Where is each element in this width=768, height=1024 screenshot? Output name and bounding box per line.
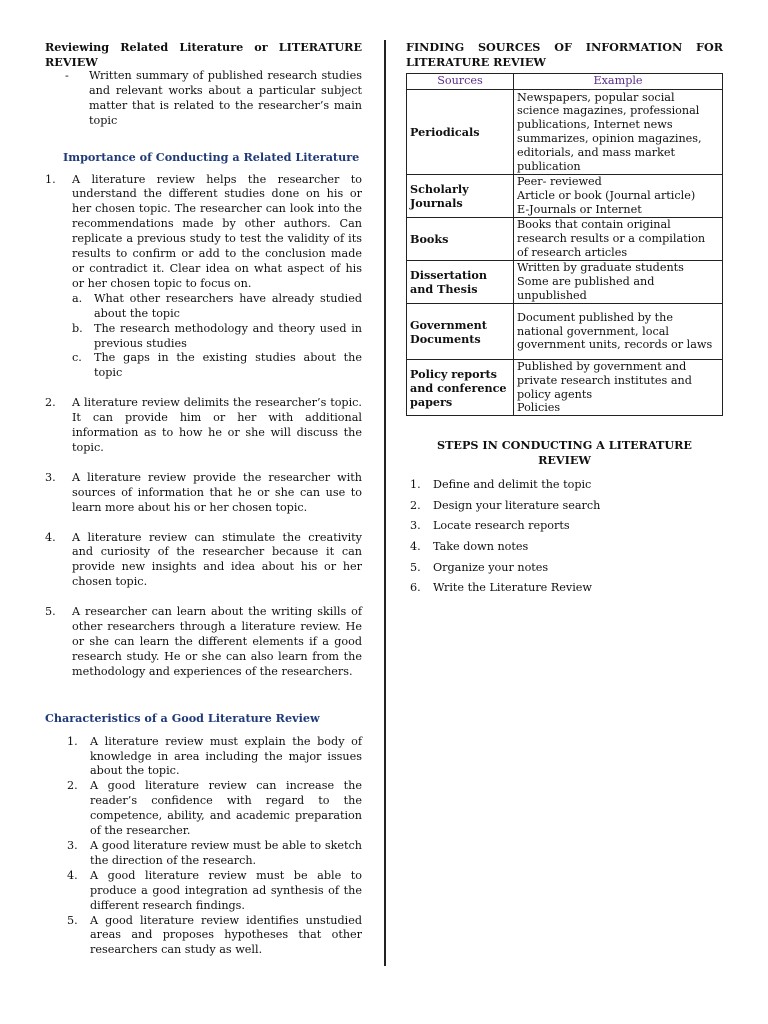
list-number: 1. xyxy=(45,172,56,186)
example-cell xyxy=(514,261,723,304)
example-line: Published by government and private research institutes and policy agents xyxy=(517,360,692,401)
table-row xyxy=(407,360,723,416)
rrl-heading: Reviewing Related Literature or LITERATURE REVIEW xyxy=(45,40,362,69)
sub-item-text: The gaps in the existing studies about the topic xyxy=(94,351,362,380)
source-cell: Government Documents xyxy=(407,304,514,360)
sub-item xyxy=(72,292,362,322)
list-number: 4. xyxy=(67,868,78,882)
example-line: Policies xyxy=(517,401,561,415)
list-item-text: A good literature review must be able to produce a good integration ad synthesis of the different research findings. xyxy=(90,868,362,912)
list-number: 1. xyxy=(410,478,421,492)
list-item xyxy=(45,779,362,839)
list-item-text: Design your literature search xyxy=(433,498,601,512)
column-divider xyxy=(384,40,386,966)
list-number: 5. xyxy=(67,913,78,927)
list-item xyxy=(406,519,723,534)
rrl-definition-text: Written summary of published research studies and relevant works about a particular subject matter that is related to the researcher’s main topic xyxy=(89,69,362,127)
list-item-text: A literature review delimits the researcher’s topic. It can provide him or her with additional information as to how he or she will discuss the topic. xyxy=(72,396,362,454)
list-item-text: A literature review must explain the body of knowledge in area including the major issues about the topic. xyxy=(90,734,362,778)
list-number: 4. xyxy=(45,530,56,544)
example-line: E-Journals or Internet xyxy=(517,202,642,216)
list-item xyxy=(45,914,362,959)
list-item xyxy=(406,540,723,555)
list-number: 5. xyxy=(410,560,421,574)
example-line: Peer- reviewed xyxy=(517,175,602,189)
list-item-text: A good literature review must be able to sketch the direction of the research. xyxy=(90,838,362,867)
characteristics-list xyxy=(45,735,362,959)
list-item xyxy=(406,581,723,596)
table-row xyxy=(407,175,723,218)
dash-marker: - xyxy=(65,69,69,82)
example-cell xyxy=(514,360,723,416)
sub-marker: b. xyxy=(72,321,83,335)
list-item xyxy=(45,173,362,382)
example-cell: Document published by the national government, local government units, records or laws xyxy=(514,304,723,360)
source-cell: Policy reports and conference papers xyxy=(407,360,514,416)
list-number: 1. xyxy=(67,734,78,748)
list-item xyxy=(45,839,362,869)
list-item-text: Take down notes xyxy=(433,539,529,553)
table-row xyxy=(407,90,723,175)
list-item xyxy=(45,735,362,780)
right-column xyxy=(406,40,723,602)
list-item xyxy=(45,396,362,456)
list-item-text: A literature review can stimulate the creativity and curiosity of the researcher because it can provide new insights and idea about his or her chosen topic. xyxy=(72,530,362,589)
sub-item-text: What other researchers have already studied about the topic xyxy=(94,291,362,320)
sub-marker: a. xyxy=(72,291,83,305)
list-item-text: A researcher can learn about the writing skills of other researchers through a literature review. He or she can learn the different elements if a good research study. He or she can also learn from the methodology and experiences of the researchers. xyxy=(72,605,362,678)
list-number: 5. xyxy=(45,605,56,619)
left-column xyxy=(45,40,362,958)
example-cell xyxy=(514,175,723,218)
list-number: 4. xyxy=(410,539,421,553)
steps-list xyxy=(406,478,723,596)
list-number: 6. xyxy=(410,581,421,595)
example-cell: Newspapers, popular social science magazines, professional publications, Internet news summarizes, opinion magazines, editorials, and mass market publication xyxy=(514,90,723,175)
list-item xyxy=(45,605,362,680)
sub-item xyxy=(72,322,362,352)
table-row xyxy=(407,261,723,304)
importance-heading: Importance of Conducting a Related Literature xyxy=(63,149,360,164)
source-cell: Books xyxy=(407,218,514,261)
list-item-text: A good literature review can increase the reader’s confidence with regard to the competence, ability, and academic preparation of the researcher. xyxy=(90,779,362,838)
table-header-example: Example xyxy=(514,74,723,90)
table-row xyxy=(407,304,723,360)
table-row xyxy=(407,218,723,261)
sub-item-text: The research methodology and theory used in previous studies xyxy=(94,321,362,350)
list-item xyxy=(45,869,362,914)
example-line: Article or book (Journal article) xyxy=(517,189,696,203)
example-line: Some are published and unpublished xyxy=(517,275,655,302)
list-item-text: A good literature review identifies unstudied areas and proposes hypotheses that other researchers can study as well. xyxy=(90,913,362,957)
sub-marker: c. xyxy=(72,351,82,365)
list-item-text: Organize your notes xyxy=(433,560,549,574)
characteristics-heading: Characteristics of a Good Literature Review xyxy=(45,710,320,725)
list-item xyxy=(406,499,723,514)
source-cell: Dissertation and Thesis xyxy=(407,261,514,304)
sub-item xyxy=(72,351,362,381)
list-item-text: A literature review helps the researcher to understand the different studies done on his or her chosen topic. The researcher can look into the recommendations made by other authors. Can replicate a previous study to test the validity of its results to confirm or add to the conclusion made or contradict it. Clear idea on what aspect of his or her chosen topic to focus on. xyxy=(72,172,362,290)
example-cell: Books that contain original research results or a compilation of research articles xyxy=(514,218,723,261)
importance-list xyxy=(45,173,362,680)
sources-heading: FINDING SOURCES OF INFORMATION FOR LITERATURE REVIEW xyxy=(406,40,723,69)
source-cell: Periodicals xyxy=(407,90,514,175)
list-item-text: Define and delimit the topic xyxy=(433,478,592,492)
sources-table xyxy=(406,73,723,416)
list-number: 3. xyxy=(67,838,78,852)
rrl-definition xyxy=(65,69,362,129)
steps-heading: STEPS IN CONDUCTING A LITERATURE REVIEW xyxy=(437,438,692,468)
list-item-text: A literature review provide the researcher with sources of information that he or she can use to learn more about his or her chosen topic. xyxy=(72,470,362,514)
table-header-sources: Sources xyxy=(407,74,514,90)
list-number: 2. xyxy=(410,498,421,512)
list-item xyxy=(406,561,723,576)
list-item-text: Locate research reports xyxy=(433,519,570,533)
example-line: Written by graduate students xyxy=(517,261,684,275)
list-item xyxy=(45,471,362,516)
list-number: 2. xyxy=(45,396,56,410)
list-item xyxy=(45,531,362,591)
source-cell: Scholarly Journals xyxy=(407,175,514,218)
list-number: 3. xyxy=(410,519,421,533)
list-number: 2. xyxy=(67,779,78,793)
list-item xyxy=(406,478,723,493)
list-item-text: Write the Literature Review xyxy=(433,581,592,595)
list-number: 3. xyxy=(45,470,56,484)
